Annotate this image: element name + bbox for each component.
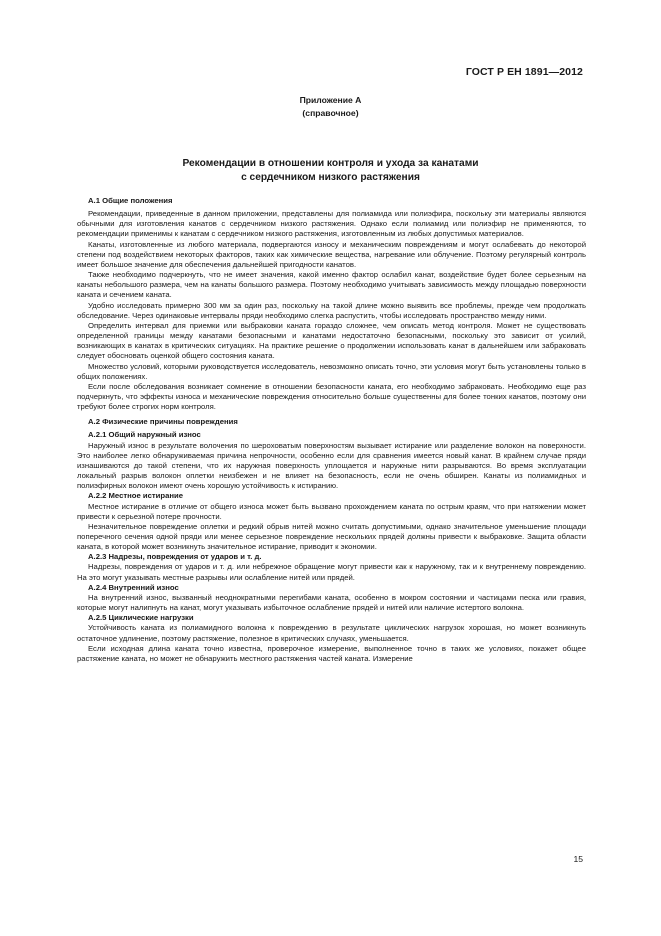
paragraph: Незначительное повреждение оплетки и редкий обрыв нитей можно считать допустимыми, однако значительное уменьшение площади поперечного сечения одной пряди или менее серьезное повреждение нескольких прядей должны привести к выбраковке. Защита области каната, в которой может возникнуть значительное истирание, приводит к экономии. <box>77 521 586 552</box>
paragraph: Устойчивость каната из полиамидного волокна к повреждению в результате циклических нагрузок хорошая, но может возникнуть остаточное удлинение, поэтому растяжение, полезное в критических случаях, уменьшается. <box>77 623 586 643</box>
appendix-title-line1: Рекомендации в отношении контроля и ухода за канатами <box>182 158 479 169</box>
paragraph: Множество условий, которыми руководствуется исследователь, невозможно описать точно, эти условия могут быть установлены только в общих положениях. <box>77 361 586 381</box>
subsection-heading-a2-4: А.2.4 Внутренний износ <box>88 582 179 592</box>
appendix-note: (справочное) <box>302 108 359 118</box>
appendix-label: Приложение А <box>299 95 362 105</box>
paragraph: Также необходимо подчеркнуть, что не имеет значения, какой именно фактор ослабил канат, воздействие будет более серьезным на канаты небольшого размера, чем на канаты большого размера. Поэтому необходимо учитывать зависимость между площадью поверхности каната и сечением каната. <box>77 270 586 300</box>
page-number: 15 <box>573 854 583 864</box>
section-heading-a2: А.2 Физические причины повреждения <box>88 417 238 427</box>
subsection-heading-a2-2: А.2.2 Местное истирание <box>88 491 183 501</box>
subsection-heading-a2-1: А.2.1 Общий наружный износ <box>88 430 201 440</box>
appendix-title-line2: с сердечником низкого растяжения <box>241 172 420 183</box>
paragraph: Определить интервал для приемки или выбраковки каната гораздо сложнее, чем описать метод контроля. Может не существовать определенной границы между канатами безопасными и канатами недостаточно безопасными, поскольку это зависит от усилий, возникающих в канатах в критических ситуациях. На практике решение о продолжении использовать канат в дальнейшем или забраковать следует обосновать оценкой общего состояния каната. <box>77 320 586 361</box>
paragraph: Рекомендации, приведенные в данном приложении, представлены для полиамида или полиэфира, поскольку эти материалы являются обычными для изготовления канатов с сердечником низкого растяжения. Однако если полиамид или полиэфир не применяются, то рекомендации применимы к канатам с сердечником низкого растяжения, изготовленным из любых допустимых материалов. <box>77 209 586 239</box>
paragraph: Местное истирание в отличие от общего износа может быть вызвано прохождением каната по острым краям, что при натяжении может привести к серьезной потере прочности. <box>77 501 586 521</box>
subsection-heading-a2-5: А.2.5 Циклические нагрузки <box>88 613 194 623</box>
section-heading-a1: А.1 Общие положения <box>88 196 173 205</box>
paragraph: Если после обследования возникает сомнение в отношении безопасности каната, его необходимо забраковать. Необходимо еще раз подчеркнуть, что эффекты износа и механические повреждения относительно больше существенны для более тонких канатов, поэтому они требуют более строгих норм контроля. <box>77 381 586 412</box>
paragraph: Надрезы, повреждения от ударов и т. д. или небрежное обращение могут привести как к наружному, так и к внутреннему повреждению. На это могут указывать местные разрывы или ослабление нитей или прядей. <box>77 562 586 582</box>
paragraph: Если исходная длина каната точно известна, проверочное измерение, выполненное точно в таких же условиях, покажет общее растяжение каната, но может не обнаружить местного растяжения частей каната. Измерение <box>77 643 586 663</box>
paragraph: Наружный износ в результате волочения по шероховатым поверхностям вызывает истирание или разделение волокон на поверхности. Это наиболее легко обнаруживаемая причина непрочности, особенно если для сравнения имеется новый канат. В крайнем случае пряди изнашиваются до такой степени, что их наружная поверхность уплощается и наружные нити разрываются. Во время эксплуатации локальный разрыв волокон оплетки неизбежен и не влияет на безопасность, если не очень обширен. Канаты из полиамидных и полиэфирных волокон имеют очень хорошую устойчивость к истиранию. <box>77 440 586 491</box>
paragraph: Канаты, изготовленные из любого материала, подвергаются износу и механическим повреждениям и могут ослабевать до некоторой степени под воздействием некоторых факторов, таких как химические вещества, нагревание или облучение. Поэтому регулярный контроль имеет большое значение для обеспечения дальнейшей пригодности канатов. <box>77 239 586 269</box>
paragraph: На внутренний износ, вызванный неоднократными перегибами каната, особенно в мокром состоянии и частицами песка или гравия, которые могут налипнуть на канат, могут указывать избыточное ослабление прядей и нитей или наличие истертого волокна. <box>77 592 586 613</box>
document-id: ГОСТ Р ЕН 1891—2012 <box>465 66 583 78</box>
subsection-heading-a2-3: А.2.3 Надрезы, повреждения от ударов и т. д. <box>88 552 262 562</box>
paragraph: Удобно исследовать примерно 300 мм за один раз, поскольку на такой длине можно выявить все проблемы, прежде чем продолжать обследование. Через одинаковые интервалы пряди необходимо слегка распустить, чтобы исследовать пространство между ними. <box>77 300 586 320</box>
document-body <box>77 196 586 664</box>
